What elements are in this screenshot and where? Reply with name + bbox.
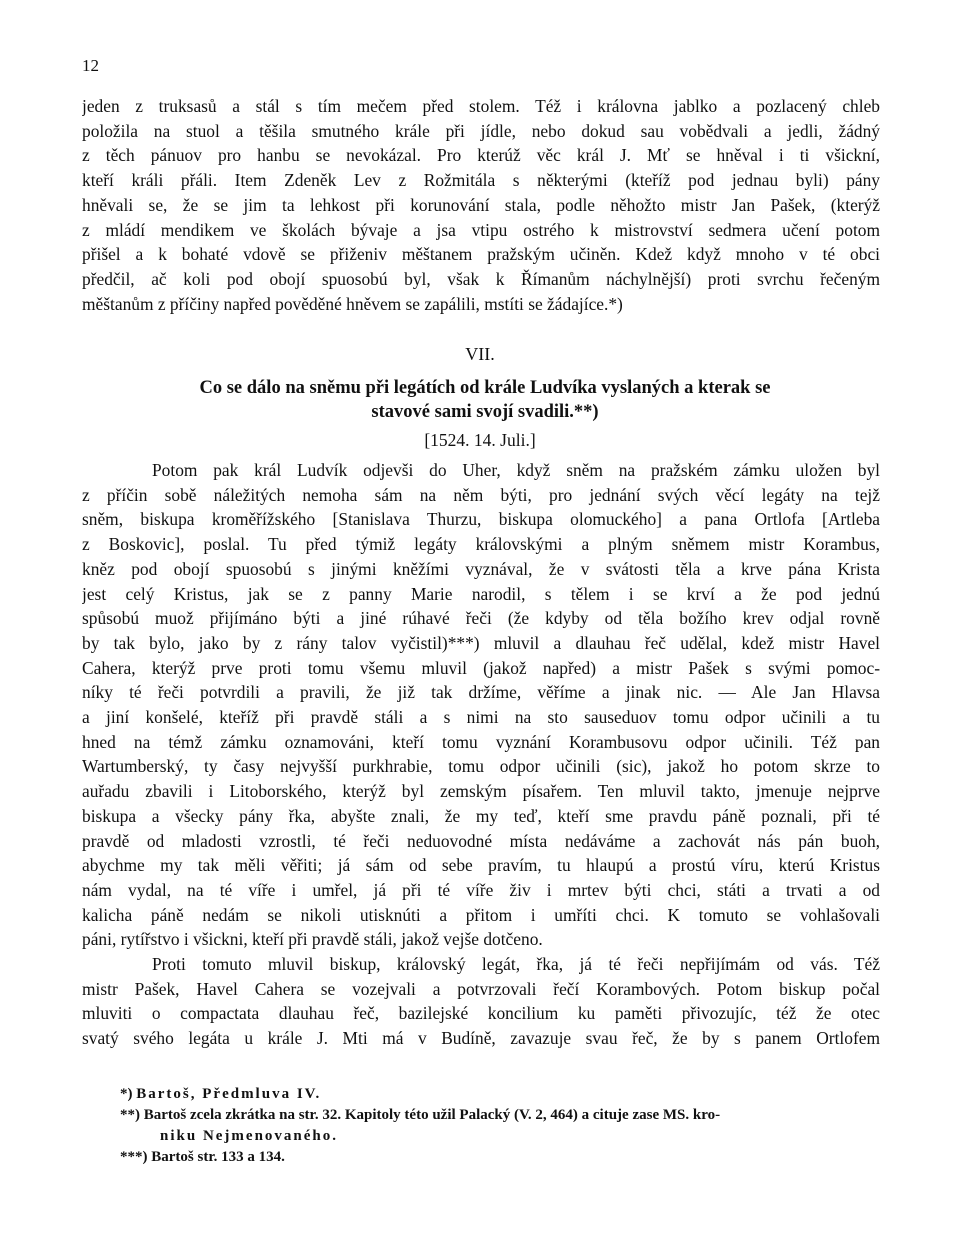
text-line: níky té řeči potvrdili a pravili, že již tak držíme, věříme a jinak nic. — Ale Jan Hlavsa xyxy=(82,682,880,703)
footnote-2-continuation xyxy=(120,1126,890,1147)
text-line: Potom pak král Ludvík odjevši do Uher, když sněm na pražském zámku uložen byl xyxy=(152,460,880,480)
footnote-mark: ***) xyxy=(120,1149,148,1165)
footnote-text: Bartoš str. 133 a 134. xyxy=(151,1149,285,1165)
chapter-date: [1524. 14. Juli.] xyxy=(424,430,536,450)
footnote-mark: **) xyxy=(120,1107,140,1123)
chapter-title xyxy=(90,376,880,424)
text-line: nám vydal, na té víře i umřel, já při té víře živ i mrtev býti chci, státi a trvati a od xyxy=(82,879,880,900)
footnote-3 xyxy=(120,1147,890,1168)
footnote-text: niku Nejmenovaného. xyxy=(160,1128,339,1144)
text-line: pravdě od mladosti vzrostli, té řeči neduovodné místa nedáváme a zachovát nás pán buoh, xyxy=(82,830,880,851)
chapter-title-line: Co se dálo na sněmu při legátích od krále Ludvíka vyslaných a kterak se xyxy=(199,378,771,398)
text-line: jest celý Kristus, jak se z panny Marie narodil, s tělem i se krví a že pod jednú xyxy=(82,583,880,604)
text-line: položila na stuol a těšila smutného krále při jídle, nebo dokud sau vobědvali a jedli, žádný xyxy=(82,120,880,141)
text-line: hned na témž zámku oznamováni, kteří tomu vyznání Korambusovu odpor učinili. Též pan xyxy=(82,731,880,752)
text-line: mluviti o compactata dlauhau řeč, bazilejské koncilium ku paměti přivozujíc, též že otec xyxy=(82,1003,880,1024)
text-line: spůsobú muož přijímáno býti a jiné rúhavé řeči (že kdyby od těla božího krev odjal rovně xyxy=(82,608,880,629)
text-line: mistr Pašek, Havel Cahera se vozejvali a potvrzovali řečí Korambových. Potom biskup počal xyxy=(82,978,880,999)
footnote-2 xyxy=(120,1105,890,1126)
text-line: Proti tomuto mluvil biskup, královský legát, řka, já té řeči nepřijímám od vás. Též xyxy=(152,954,880,975)
body-text xyxy=(82,458,880,1051)
text-line: z Boskovic], poslal. Tu před týmiž legáty královskými a plným sněmem mistr Korambus, xyxy=(82,534,880,555)
text-line: by tak bylo, jako by z rány talov vyčistil)***) mluvil a dlauhau řeč udělal, kdež mistr Havel xyxy=(82,632,880,653)
chapter-title-line: stavové sami svojí svadili.**) xyxy=(371,402,599,422)
text-line: měštanům z příčiny napřed pověděné hněvem se zapálili, mstíti se žádajíce.*) xyxy=(82,293,623,314)
text-line: Wartumberský, ty časy nejvyšší purkhrabie, tomu odpor učinili (sic), jakož ho potom skrze to xyxy=(82,756,880,777)
text-line: přišel a k bohaté vdově se přiženiv měštanem pražským učiněn. Kdež když mnoho v té obci xyxy=(82,244,880,265)
footnotes xyxy=(120,1084,890,1168)
footnote-text: Bartoš, Předmluva IV. xyxy=(136,1086,322,1102)
text-line: auřadu zbavili i Litoborského, kterýž byl zemským písařem. Ten mluvil takto, jmenuje nejprve xyxy=(82,781,880,802)
text-line: sněm, biskupa kroměřížského [Stanislava Thurzu, biskupa olomuckého] a pana Ortlofa [Artleba xyxy=(82,509,880,530)
text-line: předčil, ač koli pod obojí spuosobú byl, však k Římanům náchylnější) proti svrchu řečeným xyxy=(82,268,880,289)
chapter-number: VII. xyxy=(465,344,495,364)
text-line: Cahera, kterýž prve proti tomu všemu mluvil (jakož napřed) a mistr Pašek s svými pomoc- xyxy=(82,657,880,678)
text-line: jeden z truksasů a stál s tím mečem před stolem. Též i královna jablko a pozlacený chleb xyxy=(82,96,880,116)
text-line: z příčin sobě náležitých nemoha sám na něm býti, pro jednání svých věcí legáty na tejž xyxy=(82,484,880,505)
footnote-1 xyxy=(120,1084,890,1105)
text-line: svatý svého legáta u krále J. Mti má v Budíně, zavazuje svau řeč, že by s panem Ortlofem xyxy=(82,1028,880,1049)
text-line: abychme my tak měli věřiti; já sám od sebe pravím, tu hlaupú a prostú víru, kterú Kristus xyxy=(82,855,880,876)
text-line: hněvali se, že se jim ta lehkost při korunování stala, podle něhožto mistr Jan Pašek, (kterýž xyxy=(82,194,880,215)
text-line: biskupa a všecky pány řka, abyšte znali, že my teď, kteří sme pravdu páně poznali, při té xyxy=(82,805,880,826)
text-line: z těch pánuov pro hanbu se nevokázal. Pro kterúž věc král J. Mť se hněval i ti všickní, xyxy=(82,145,880,166)
footnote-mark: *) xyxy=(120,1086,133,1102)
text-line: a jiní konšelé, kteříž při pravdě stáli a s nimi na sto sauseduov tomu odpor učinili a tu xyxy=(82,707,880,728)
text-line: z mládí mendikem ve školách bývaje a jsa vtipu ostrého k mistrovství sedmera učení potom xyxy=(82,219,880,240)
intro-paragraph xyxy=(82,94,880,316)
footnote-text: Bartoš zcela zkrátka na str. 32. Kapitoly této užil Palacký (V. 2, 464) a cituje zase MS. kro- xyxy=(143,1107,721,1123)
text-line: kteří králi přáli. Item Zdeněk Lev z Rožmitála s některými (kteříž pod jednau byli) pány xyxy=(82,170,880,191)
page-number: 12 xyxy=(82,56,99,75)
text-line: páni, rytířstvo i všickni, kteří při pravdě stáli, jakož vejše dotčeno. xyxy=(82,929,543,950)
text-line: kalicha páně nedám se nikoli utisknúti a přitom i umříti chci. K tomuto se vohlašovali xyxy=(82,904,880,925)
text-line: kněz pod obojí spuosobú s jinými kněžími vyznával, že v svátosti těla a krve pána Krista xyxy=(82,558,880,579)
